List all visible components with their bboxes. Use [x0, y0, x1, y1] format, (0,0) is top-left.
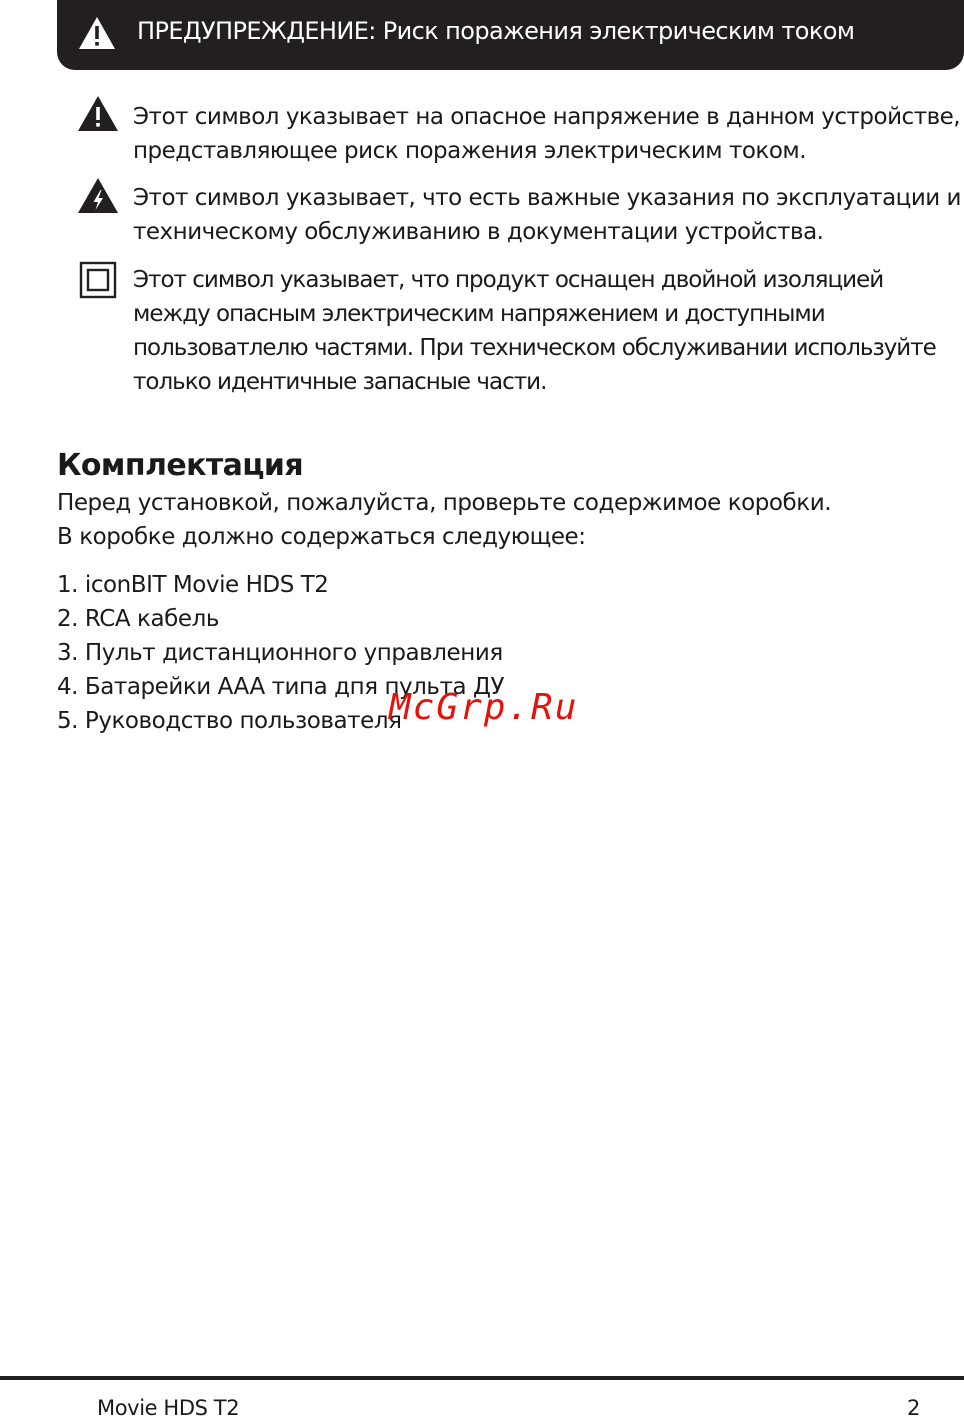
warning-banner — [57, 0, 964, 70]
warning-icon — [77, 15, 117, 51]
package-intro — [57, 486, 831, 554]
symbol-description: Этот символ указывает, что продукт оснащен двойной изоляцией между опасным электрическим напряжением и доступными пользоватлелю частями. При техническом обслуживании используйте только идентичные запасные части. — [133, 267, 936, 395]
list-item: 1. iconBIT Movie HDS T2 — [57, 572, 329, 598]
symbol-description: Этот символ указывает, что есть важные указания по эксплуатации и техническому обслуживанию в документации устройства. — [133, 185, 961, 245]
intro-line: Перед установкой, пожалуйста, проверьте содержимое коробки. — [57, 490, 832, 516]
page-number: 2 — [907, 1396, 921, 1420]
symbol-description: Этот символ указывает на опасное напряжение в данном устройстве, представляющее риск поражения электрическим током. — [133, 104, 961, 164]
intro-line: В коробке должно содержаться следующее: — [57, 524, 586, 550]
footer-product-title: Movie HDS T2 — [97, 1396, 240, 1420]
warning-icon — [77, 95, 119, 133]
lightning-warning-icon — [77, 177, 119, 215]
watermark: McGrp.Ru — [389, 687, 579, 728]
warning-banner-text: ПРЕДУПРЕЖДЕНИЕ: Риск поражения электрическим током — [137, 17, 855, 45]
footer-divider — [0, 1376, 964, 1380]
list-item: 4. Батарейки AAA типа дпя пульта ДУ — [57, 674, 505, 700]
section-title: Комплектация — [57, 448, 304, 483]
double-insulation-icon — [77, 261, 119, 299]
list-item: 2. RCA кабель — [57, 606, 219, 632]
list-item: 5. Руководство пользователя — [57, 708, 402, 734]
list-item: 3. Пульт дистанционного управления — [57, 640, 503, 666]
